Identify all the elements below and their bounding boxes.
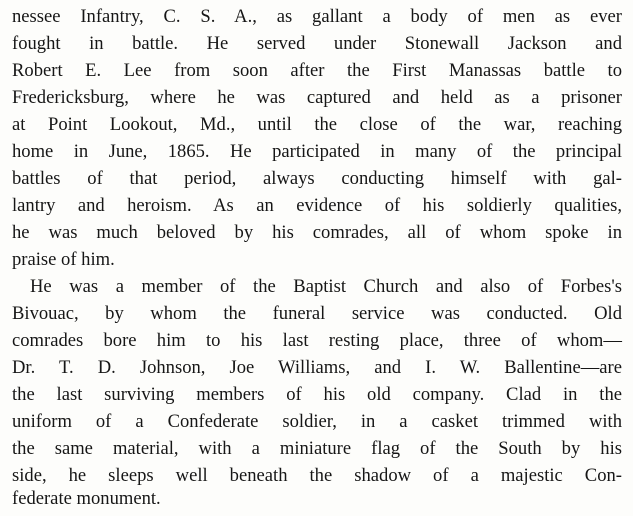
text-line: nessee Infantry, C. S. A., as gallant a body of men as ever: [12, 6, 622, 27]
text-line: He was a member of the Baptist Church and also of Forbes's: [30, 276, 622, 297]
text-line: he was much beloved by his comrades, all of whom spoke in: [12, 222, 622, 243]
text-line: side, he sleeps well beneath the shadow of a majestic Con-: [12, 465, 622, 486]
text-line: the last surviving members of his old company. Clad in the: [12, 384, 622, 405]
text-line: home in June, 1865. He participated in many of the principal: [12, 141, 622, 162]
text-line: Dr. T. D. Johnson, Joe Williams, and I. W. Ballentine—are: [12, 357, 622, 378]
text-line: praise of him.: [12, 249, 115, 270]
text-line: comrades bore him to his last resting place, three of whom—: [12, 330, 622, 351]
text-line: lantry and heroism. As an evidence of his soldierly qualities,: [12, 195, 622, 216]
text-line: federate monument.: [12, 488, 161, 509]
text-line: Fredericksburg, where he was captured and held as a prisoner: [12, 87, 622, 108]
text-line: uniform of a Confederate soldier, in a casket trimmed with: [12, 411, 622, 432]
text-line: the same material, with a miniature flag of the South by his: [12, 438, 622, 459]
text-line: fought in battle. He served under Stonewall Jackson and: [12, 33, 622, 54]
text-line: at Point Lookout, Md., until the close of the war, reaching: [12, 114, 622, 135]
text-line: Bivouac, by whom the funeral service was conducted. Old: [12, 303, 622, 324]
text-line: Robert E. Lee from soon after the First Manassas battle to: [12, 60, 622, 81]
text-line: battles of that period, always conducting himself with gal-: [12, 168, 622, 189]
